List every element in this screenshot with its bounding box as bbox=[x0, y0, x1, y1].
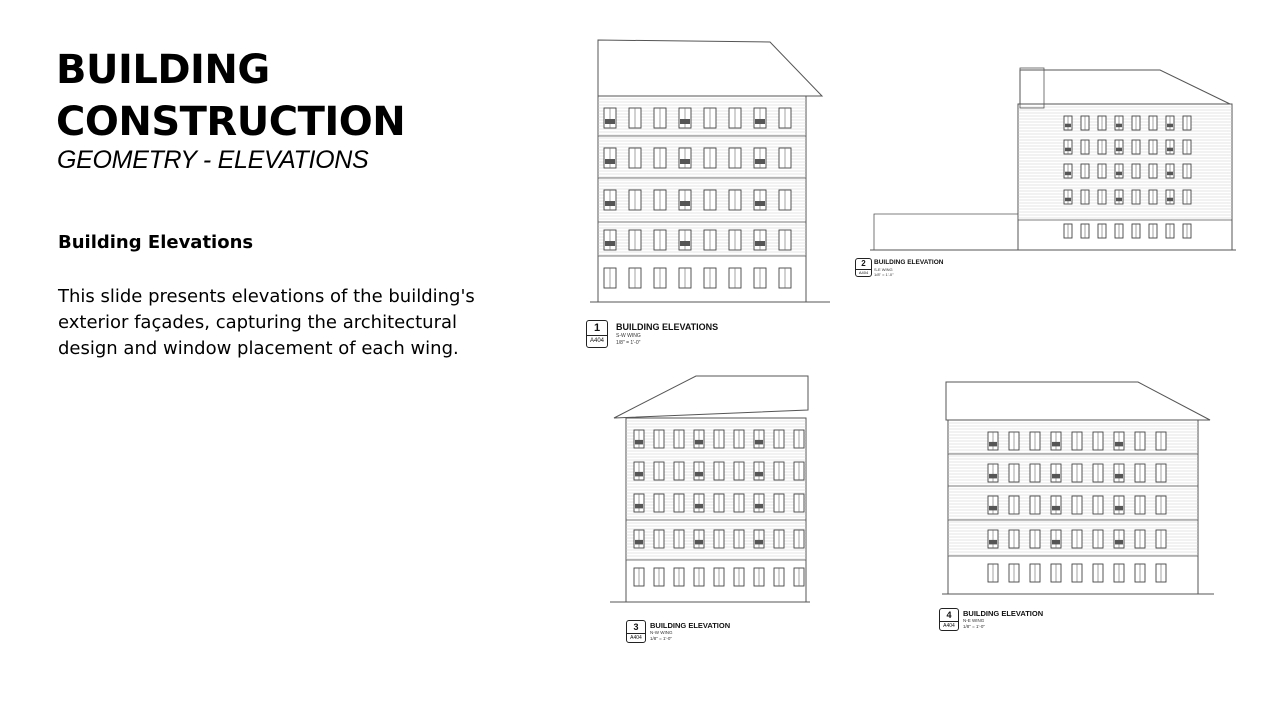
window-ac-unit bbox=[635, 504, 643, 509]
window-ac-unit bbox=[1052, 540, 1060, 545]
window-ac-unit bbox=[1115, 442, 1123, 447]
elevation-tag-2 bbox=[855, 258, 872, 277]
elevation-scale-3: 1/8" = 1'-0" bbox=[650, 636, 672, 641]
elevation-scale-2: 1/8" = 1'-0" bbox=[874, 272, 894, 277]
elevation-title-2: BUILDING ELEVATION bbox=[874, 259, 944, 266]
elevation-sheet-2: A404 bbox=[858, 270, 869, 275]
body-text: This slide presents elevations of the building's exterior façades, capturing the architectural design and window placement of each wing. bbox=[58, 286, 475, 359]
elevation-tag-3 bbox=[626, 620, 646, 643]
window-ac-unit bbox=[1116, 148, 1122, 152]
site-wall bbox=[874, 214, 1018, 250]
window-ac-unit bbox=[1115, 540, 1123, 545]
window-ac-unit bbox=[989, 540, 997, 545]
section-heading: Building Elevations bbox=[58, 232, 254, 253]
elevation-wing-2: S-E WING bbox=[874, 267, 893, 272]
window-ac-unit bbox=[755, 159, 765, 164]
window-ac-unit bbox=[755, 201, 765, 206]
elevation-scale-4: 1/8" = 1'-0" bbox=[963, 624, 985, 629]
window-ac-unit bbox=[989, 474, 997, 479]
window-ac-unit bbox=[755, 241, 765, 246]
roof bbox=[1020, 70, 1230, 104]
elevation-number-3: 3 bbox=[627, 621, 645, 634]
elevation-title-1: BUILDING ELEVATIONS bbox=[616, 322, 719, 332]
window-ac-unit bbox=[605, 159, 615, 164]
window-ac-unit bbox=[1065, 198, 1071, 202]
elevation-caption-2 bbox=[855, 258, 1015, 280]
elevation-number-4: 4 bbox=[940, 609, 958, 622]
window-ac-unit bbox=[755, 504, 763, 509]
window-ac-unit bbox=[680, 201, 690, 206]
elevation-scale-1: 1/8" = 1'-0" bbox=[616, 340, 641, 346]
window-ac-unit bbox=[1115, 506, 1123, 511]
window-ac-unit bbox=[605, 119, 615, 124]
title-line-1: BUILDING bbox=[56, 47, 270, 93]
elevation-sheet-3: A404 bbox=[630, 635, 642, 641]
window-ac-unit bbox=[635, 440, 643, 445]
elevation-drawing-sw-wing bbox=[590, 36, 830, 308]
elevation-drawing-se-wing bbox=[870, 64, 1236, 254]
window-ac-unit bbox=[1167, 198, 1173, 202]
elevation-wing-1: S-W WING bbox=[616, 333, 641, 339]
window-ac-unit bbox=[755, 540, 763, 545]
title-line-2: CONSTRUCTION bbox=[56, 99, 406, 145]
roof bbox=[614, 376, 808, 418]
window-ac-unit bbox=[680, 119, 690, 124]
window-ac-unit bbox=[1065, 148, 1071, 152]
elevation-wing-3: N-W WING bbox=[650, 630, 673, 635]
window-ac-unit bbox=[605, 241, 615, 246]
window-ac-unit bbox=[755, 472, 763, 477]
elevation-tag-4 bbox=[939, 608, 959, 631]
elevation-number-2: 2 bbox=[856, 259, 871, 270]
elevation-sheet-4: A404 bbox=[943, 623, 955, 629]
window-ac-unit bbox=[989, 442, 997, 447]
window-ac-unit bbox=[989, 506, 997, 511]
roof bbox=[598, 40, 822, 96]
window-ac-unit bbox=[755, 119, 765, 124]
elevation-caption-3 bbox=[626, 620, 796, 644]
page-subtitle: GEOMETRY - ELEVATIONS bbox=[57, 146, 369, 174]
elevation-drawing-nw-wing bbox=[610, 370, 810, 606]
window-ac-unit bbox=[1116, 198, 1122, 202]
window-ac-unit bbox=[695, 472, 703, 477]
window-ac-unit bbox=[1115, 474, 1123, 479]
page-title bbox=[56, 44, 405, 148]
window-ac-unit bbox=[695, 540, 703, 545]
window-ac-unit bbox=[1052, 474, 1060, 479]
window-ac-unit bbox=[635, 540, 643, 545]
window-ac-unit bbox=[695, 440, 703, 445]
elevation-caption-4 bbox=[939, 608, 1109, 632]
window-ac-unit bbox=[1116, 172, 1122, 176]
window-ac-unit bbox=[680, 159, 690, 164]
facade bbox=[1018, 104, 1232, 250]
elevation-tag-1 bbox=[586, 320, 608, 348]
window-ac-unit bbox=[1052, 442, 1060, 447]
window-ac-unit bbox=[605, 201, 615, 206]
window-ac-unit bbox=[1116, 124, 1122, 128]
window-ac-unit bbox=[1167, 172, 1173, 176]
elevation-wing-4: N-E WING bbox=[963, 618, 985, 623]
window-ac-unit bbox=[755, 440, 763, 445]
window-ac-unit bbox=[1167, 124, 1173, 128]
window-ac-unit bbox=[635, 472, 643, 477]
elevation-number-1: 1 bbox=[587, 321, 607, 336]
elevation-drawing-ne-wing bbox=[942, 376, 1214, 600]
window-ac-unit bbox=[1065, 124, 1071, 128]
elevation-title-4: BUILDING ELEVATION bbox=[963, 609, 1044, 618]
window-ac-unit bbox=[1065, 172, 1071, 176]
window-ac-unit bbox=[1052, 506, 1060, 511]
window-ac-unit bbox=[695, 504, 703, 509]
elevation-caption-1 bbox=[586, 320, 786, 352]
roof bbox=[946, 382, 1210, 420]
elevation-title-3: BUILDING ELEVATION bbox=[650, 621, 731, 630]
elevation-sheet-1: A404 bbox=[589, 338, 604, 344]
window-ac-unit bbox=[680, 241, 690, 246]
window-ac-unit bbox=[1167, 148, 1173, 152]
